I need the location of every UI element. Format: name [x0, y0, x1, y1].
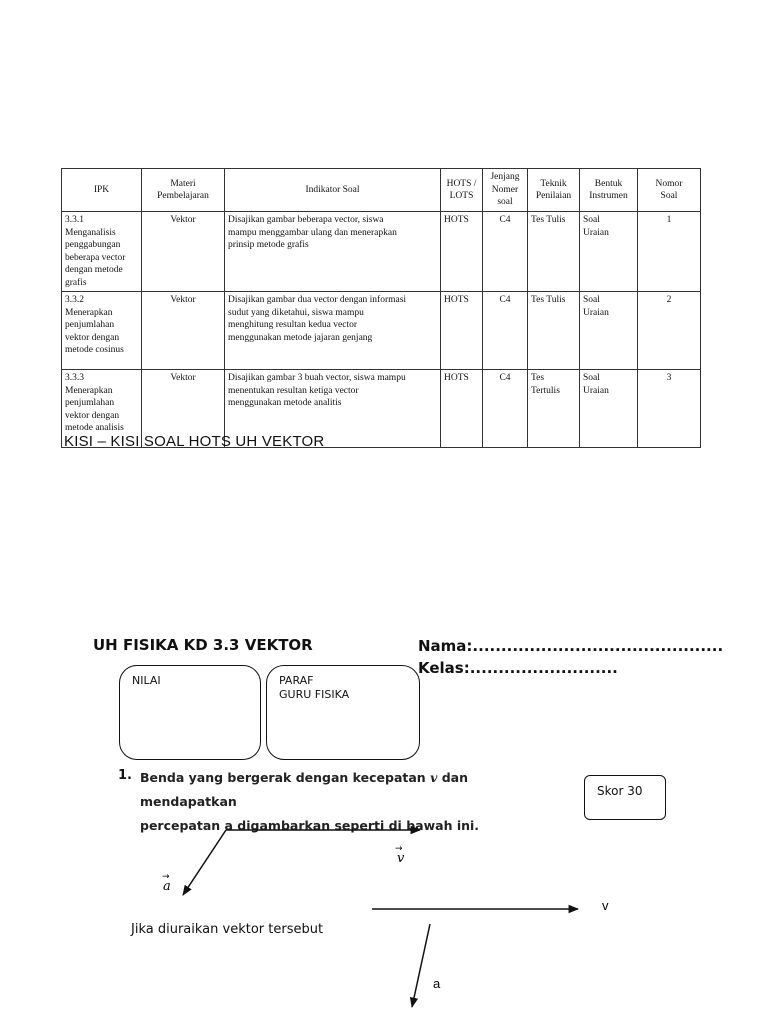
header-hots: HOTS / LOTS: [441, 169, 483, 212]
cell-materi: Vektor: [142, 292, 225, 370]
a-component-label: a: [433, 976, 441, 991]
cell-nomor: 3: [638, 370, 701, 448]
cell-teknik: Tes Tulis: [528, 292, 580, 370]
cell-indikator: Disajikan gambar beberapa vector, siswa mampu menggambar ulang dan menerapkan prinsip metode grafis: [225, 212, 441, 292]
header-teknik: Teknik Penilaian: [528, 169, 580, 212]
cell-indikator: Disajikan gambar 3 buah vector, siswa mampu menentukan resultan ketiga vector menggunakan metode analitis: [225, 370, 441, 448]
jika-text: Jika diuraikan vektor tersebut: [131, 922, 324, 937]
cell-teknik: Tes Tertulis: [528, 370, 580, 448]
cell-hots: HOTS: [441, 292, 483, 370]
v-symbol: v: [430, 770, 438, 785]
cell-bentuk: Soal Uraian: [580, 370, 638, 448]
header-indikator: Indikator Soal: [225, 169, 441, 212]
cell-ipk: 3.3.2 Menerapkan penjumlahan vektor dengan metode cosinus: [62, 292, 142, 370]
cell-teknik: Tes Tulis: [528, 212, 580, 292]
header-ipk: IPK: [62, 169, 142, 212]
a-vector-label: a: [163, 879, 171, 894]
kisi-title: KISI – KISI SOAL HOTS UH VEKTOR: [64, 433, 325, 450]
a-vector-overarrow: →: [162, 872, 170, 882]
question-number: 1.: [118, 768, 132, 783]
skor-label: Skor 30: [597, 784, 643, 798]
cell-jenjang: C4: [483, 370, 528, 448]
cell-jenjang: C4: [483, 212, 528, 292]
a-vector-arrow: [183, 830, 226, 895]
cell-jenjang: C4: [483, 292, 528, 370]
v-vector-label: v: [397, 851, 405, 866]
v-vector-overarrow: →: [395, 844, 403, 854]
paraf-label: PARAF GURU FISIKA: [279, 674, 350, 701]
header-bentuk: Bentuk Instrumen: [580, 169, 638, 212]
cell-ipk: 3.3.1 Menganalisis penggabungan beberapa vector dengan metode grafis: [62, 212, 142, 292]
v-component-label: v: [602, 898, 609, 913]
nilai-label: NILAI: [132, 674, 161, 687]
cell-nomor: 1: [638, 212, 701, 292]
cell-materi: Vektor: [142, 370, 225, 448]
cell-hots: HOTS: [441, 370, 483, 448]
nama-field: Nama:............................................: [418, 637, 724, 655]
cell-bentuk: Soal Uraian: [580, 212, 638, 292]
cell-indikator: Disajikan gambar dua vector dengan informasi sudut yang diketahui, siswa mampu menghitung resultan kedua vector menggunakan metode jajaran genjang: [225, 292, 441, 370]
header-jenjang: Jenjang Nomer soal: [483, 169, 528, 212]
cell-nomor: 2: [638, 292, 701, 370]
header-materi: Materi Pembelajaran: [142, 169, 225, 212]
question-text: Benda yang bergerak dengan kecepatan v dan mendapatkan percepatan a digambarkan seperti di bawah ini.: [140, 770, 480, 833]
cell-materi: Vektor: [142, 212, 225, 292]
kelas-field: Kelas:..........................: [418, 659, 618, 677]
cell-bentuk: Soal Uraian: [580, 292, 638, 370]
a-component-arrow: [412, 924, 430, 1007]
cell-hots: HOTS: [441, 212, 483, 292]
header-nomor: Nomor Soal: [638, 169, 701, 212]
cell-ipk: 3.3.3 Menerapkan penjumlahan vektor dengan metode analisis: [62, 370, 142, 448]
exam-title: UH FISIKA KD 3.3 VEKTOR: [93, 636, 313, 654]
